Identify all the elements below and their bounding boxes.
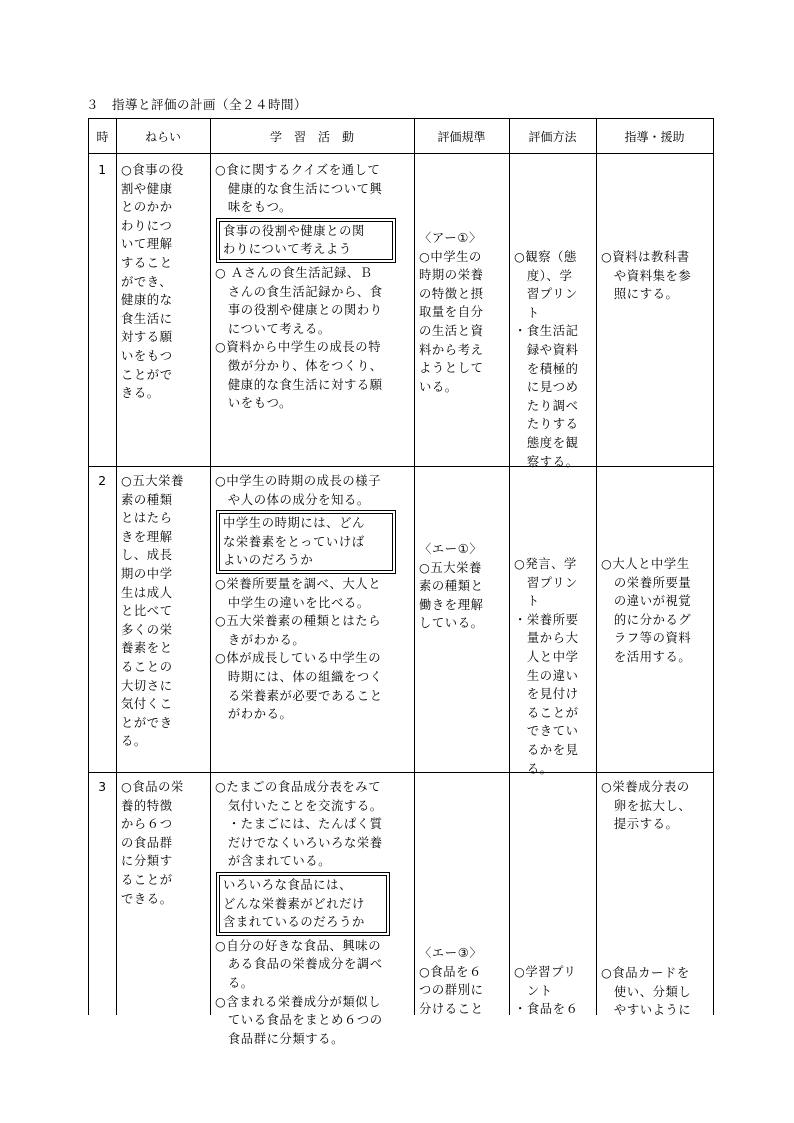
- row3-method: [514, 963, 579, 1019]
- row3-support: [601, 778, 691, 1020]
- row-divider: [89, 466, 713, 467]
- header-aim: ねらい: [144, 129, 181, 144]
- text-line: 食生活に: [121, 311, 173, 326]
- text-line: さんの食生活記録から、食: [215, 284, 383, 299]
- text-line: いる。: [419, 379, 458, 394]
- text-line: ○食に関するクイズを通して: [215, 163, 381, 177]
- row3-activity-intro: [215, 778, 393, 871]
- text-line: [601, 927, 691, 946]
- row1-support: [601, 248, 691, 304]
- row1-method: [514, 248, 579, 471]
- text-line: 生の違い: [514, 668, 579, 683]
- text-line: できる。: [121, 891, 173, 906]
- row3-hour: 3: [98, 780, 107, 794]
- text-line: すること: [121, 255, 173, 270]
- text-line: 提示する。: [601, 817, 679, 832]
- text-line: ようとして: [419, 361, 484, 376]
- text-line: ト: [514, 594, 540, 609]
- text-line: ○資料から中学生の成長の特: [215, 340, 382, 355]
- text-line: [601, 871, 691, 890]
- text-line: きがわかる。: [215, 632, 306, 647]
- row3-activity: [215, 778, 393, 1048]
- text-line: [601, 834, 691, 853]
- text-line: や人の体の成分を知る。: [215, 492, 370, 507]
- text-line: 健康的な食生活について興: [215, 181, 383, 196]
- text-line: だけでなくいろいろな栄養: [215, 835, 383, 850]
- text-line: る。: [121, 734, 147, 749]
- row2-activity: [215, 472, 399, 724]
- row2-criteria: [419, 540, 484, 633]
- text-line: ○五大栄養素の種類とはたら: [215, 614, 382, 629]
- text-line: ○自分の好きな食品、興味の: [215, 938, 382, 953]
- text-line: 健康的な食生活に対する願: [215, 377, 383, 392]
- text-line: の特徴と摂: [419, 286, 484, 301]
- text-line: 養的特徴: [121, 798, 173, 813]
- text-line: 録や資料: [514, 342, 579, 357]
- col-divider: [414, 119, 415, 1015]
- text-line: できてい: [514, 724, 579, 739]
- text-line: ・食生活記: [514, 324, 579, 339]
- text-line: 照にする。: [601, 287, 679, 302]
- row2-aim: [121, 472, 184, 751]
- text-line: ある食品の栄養成分を調べ: [215, 957, 383, 972]
- text-line: 事の役割や健康との関わり: [215, 303, 383, 318]
- text-line: 使い、分類し: [601, 984, 692, 999]
- text-line: 期の中学: [121, 566, 173, 581]
- row3-activity-theme-box: [219, 875, 387, 933]
- row3-criteria: [419, 944, 484, 1018]
- text-line: 中学生の違いを比べる。: [215, 595, 370, 610]
- text-line: ト: [514, 305, 540, 320]
- text-line: を活用する。: [601, 649, 692, 664]
- text-line: いて理解: [121, 237, 173, 252]
- text-line: 対する願: [121, 330, 173, 345]
- row2-method: [514, 555, 579, 778]
- text-line: 素の種類と: [419, 579, 484, 594]
- text-line: 態度を観: [514, 435, 579, 450]
- text-line: 時期の栄養: [419, 268, 484, 283]
- text-line: を見付け: [514, 687, 579, 702]
- text-line: 量から大: [514, 631, 579, 646]
- text-line: ・食品を６: [514, 1002, 579, 1017]
- text-line: ○観察（態: [514, 250, 577, 264]
- text-line: [601, 908, 691, 927]
- header-support: 指導・援助: [624, 129, 685, 144]
- text-line: 習プリン: [514, 575, 578, 590]
- text-line: とのかか: [121, 200, 173, 215]
- text-line: 素の種類: [121, 492, 173, 507]
- text-line: きを理解: [121, 529, 173, 544]
- text-line: 度）、学: [514, 268, 573, 283]
- text-line: 含まれているのだろうか: [223, 915, 365, 930]
- text-line: ○学習プリ: [514, 965, 577, 979]
- text-line: ことがで: [121, 367, 173, 382]
- row2-activity-theme-box: [219, 513, 393, 571]
- text-line: ている食品をまとめ６つの: [215, 1013, 383, 1028]
- text-line: 健康的な: [121, 293, 173, 308]
- text-line: たり調べ: [514, 398, 579, 413]
- text-line: いをもつ。: [215, 396, 292, 411]
- text-line: る栄養素が必要であること: [215, 688, 383, 703]
- text-line: [601, 852, 691, 871]
- text-line: 習プリン: [514, 287, 578, 302]
- row2-activity-intro: [215, 472, 399, 509]
- text-line: ○体が成長している中学生の: [215, 651, 382, 666]
- text-line: の生活と資: [419, 323, 484, 338]
- text-line: ○ Ａさんの食生活記録、Ｂ: [215, 265, 373, 280]
- text-line: 働きを理解: [419, 597, 484, 612]
- text-line: ○含まれる栄養成分が類似し: [215, 994, 382, 1009]
- text-line: 時期には、体の組織をつく: [215, 669, 383, 684]
- text-line: ○食品の栄: [121, 780, 184, 794]
- text-line: ・たまごには、たんぱく質: [215, 817, 383, 832]
- text-line: きる。: [121, 386, 160, 401]
- text-line: ・栄養所要: [514, 612, 579, 627]
- section-heading: ３ 指導と評価の計画（全２４時間）: [86, 97, 308, 112]
- text-line: る。: [215, 975, 254, 990]
- text-line: 養素をと: [121, 641, 173, 656]
- text-line: ができ、: [121, 274, 173, 289]
- col-divider: [210, 119, 211, 1015]
- text-line: ○栄養所要量を調べ、大人と: [215, 576, 382, 591]
- text-line: たりする: [514, 417, 579, 432]
- text-line: の食品群: [121, 835, 173, 850]
- text-line: し、成長: [121, 548, 173, 563]
- text-line: がわかる。: [215, 707, 293, 722]
- text-line: 察する。: [514, 454, 579, 469]
- text-line: 食品群に分類する。: [215, 1031, 344, 1046]
- header-activity: 学 習 活 動: [269, 129, 354, 144]
- text-line: わりにつ: [121, 218, 173, 233]
- row-divider: [89, 153, 713, 154]
- text-line: の栄養所要量: [601, 575, 692, 590]
- text-line: ○資料は教科書: [601, 250, 690, 264]
- row1-activity-intro: [215, 161, 399, 217]
- text-line: ることが: [514, 705, 579, 720]
- text-line: 料から考え: [419, 342, 484, 357]
- text-line: やすいように: [601, 1003, 692, 1018]
- text-line: るかを見: [514, 742, 579, 757]
- text-line: している。: [419, 616, 484, 631]
- text-line: 卵を拡大し、: [601, 798, 692, 813]
- text-line: が含まれている。: [215, 854, 332, 869]
- text-line: わりについて考えよう: [223, 242, 352, 257]
- row3-activity-steps: [215, 937, 393, 1049]
- text-line: 〈アー①〉: [419, 231, 482, 245]
- text-line: に見つめ: [514, 380, 579, 395]
- text-line: 割や健康: [121, 181, 173, 196]
- row1-activity-theme-box: [219, 221, 393, 260]
- row1-criteria: [419, 229, 484, 396]
- text-line: ○発言、学: [514, 557, 577, 571]
- text-line: ○大人と中学生: [601, 557, 690, 571]
- header-method: 評価方法: [528, 129, 577, 144]
- text-line: いろいろな食品には、: [223, 877, 352, 892]
- plan-table: [88, 118, 714, 1046]
- text-line: とができ: [121, 715, 173, 730]
- text-line: どんな栄養素がどれだけ: [223, 896, 365, 911]
- text-line: 取量を自分: [419, 305, 484, 320]
- row2-hour: 2: [98, 474, 107, 488]
- text-line: 〈エー①〉: [419, 542, 483, 556]
- col-divider: [116, 119, 117, 1015]
- text-line: 味をもつ。: [215, 200, 292, 215]
- text-line: ラフ等の資料: [601, 631, 692, 646]
- text-line: 徴が分かり、体をつくり、: [215, 358, 383, 373]
- text-line: の違いが視覚: [601, 594, 692, 609]
- row2-activity-steps: [215, 575, 399, 724]
- text-line: を積極的: [514, 361, 579, 376]
- row2-support: [601, 555, 691, 667]
- text-line: ○五大栄養: [121, 474, 184, 488]
- text-line: から６つ: [121, 817, 173, 832]
- text-line: ることが: [121, 872, 173, 887]
- text-line: 的に分かるグ: [601, 612, 692, 627]
- header-criteria: 評価規準: [437, 129, 486, 144]
- text-line: に分類す: [121, 854, 173, 869]
- text-line: な栄養素をとっていけば: [223, 534, 365, 549]
- col-divider: [509, 119, 510, 1015]
- row-divider: [89, 772, 713, 773]
- text-line: 気付くこ: [121, 697, 173, 712]
- text-line: 中学生の時期には、どん: [223, 516, 365, 531]
- text-line: ○栄養成分表の: [601, 780, 690, 794]
- text-line: 分けること: [419, 1001, 484, 1016]
- text-line: 食事の役割や健康との関: [223, 223, 365, 238]
- text-line: 大切さに: [121, 678, 173, 693]
- text-line: つの群別に: [419, 983, 484, 998]
- text-line: 生は成人: [121, 585, 173, 600]
- col-divider: [596, 119, 597, 1015]
- row1-aim: [121, 161, 184, 403]
- row1-activity: [215, 161, 399, 413]
- text-line: ○食品を６: [419, 964, 482, 979]
- text-line: ○食事の役: [121, 163, 184, 177]
- row1-activity-steps: [215, 264, 399, 413]
- text-line: と比べて: [121, 604, 173, 619]
- text-line: ○たまごの食品成分表をみて: [215, 780, 382, 794]
- text-line: ○食品カードを: [601, 965, 690, 980]
- row3-aim: [121, 778, 184, 908]
- text-line: ント: [514, 983, 553, 998]
- row1-hour: 1: [98, 163, 107, 177]
- text-line: 〈エー③〉: [419, 946, 483, 960]
- text-line: [601, 945, 691, 964]
- text-line: 人と中学: [514, 649, 579, 664]
- text-line: いをもつ: [121, 348, 173, 363]
- text-line: について考える。: [215, 321, 331, 336]
- text-line: ○中学生の時期の成長の様子: [215, 474, 382, 488]
- text-line: とはたら: [121, 511, 173, 526]
- text-line: 気付いたことを交流する。: [215, 798, 383, 813]
- text-line: [601, 890, 691, 909]
- text-line: ○五大栄養: [419, 560, 482, 575]
- text-line: ることの: [121, 659, 173, 674]
- header-hour: 時: [96, 129, 109, 144]
- text-line: ○中学生の: [419, 249, 482, 264]
- text-line: る。: [514, 761, 553, 776]
- text-line: 多くの栄: [121, 622, 173, 637]
- text-line: や資料集を参: [601, 268, 692, 283]
- text-line: よいのだろうか: [223, 553, 314, 568]
